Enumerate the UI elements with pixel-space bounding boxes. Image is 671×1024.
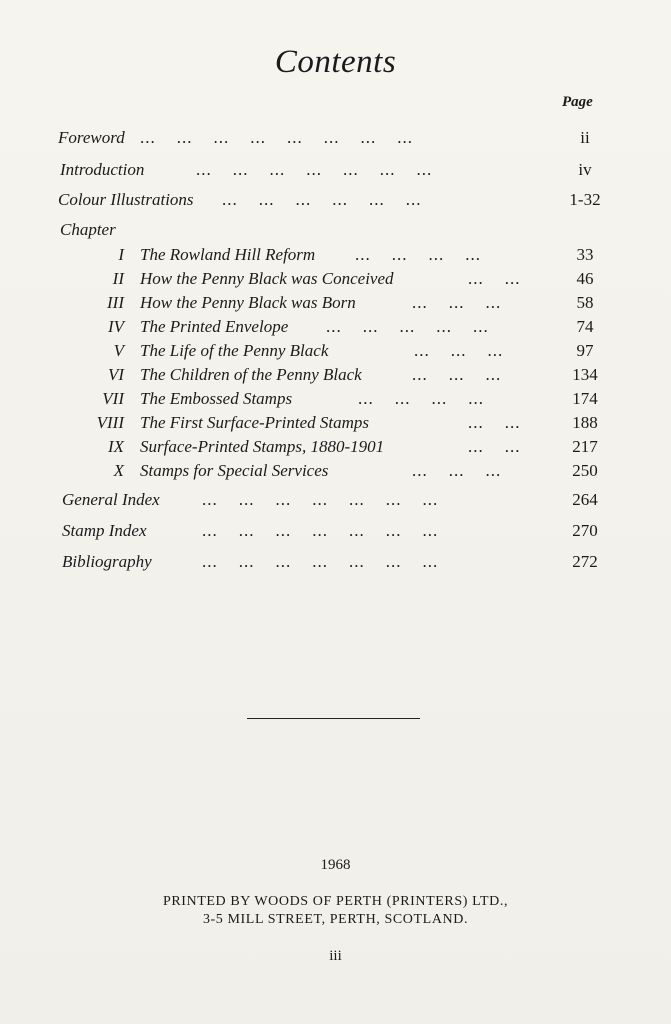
page-number: iii	[329, 948, 342, 964]
leader-dots: ... ... ... ... ... ... ...	[202, 490, 439, 509]
leader-dots: ... ...	[468, 269, 521, 288]
chapter-numeral: VII	[102, 389, 124, 408]
chapter-numeral: VIII	[96, 413, 124, 432]
toc-entry-chapter-5	[0, 341, 671, 363]
toc-entry-chapter-1	[0, 245, 671, 267]
toc-entry-page: 74	[576, 317, 594, 336]
toc-entry-bibliography	[0, 552, 671, 574]
chapter-title: How the Penny Black was Conceived	[140, 269, 394, 288]
leader-dots: ... ... ... ... ...	[326, 317, 489, 336]
chapter-heading: Chapter	[60, 220, 116, 239]
toc-entry-page: 1-32	[569, 190, 601, 209]
chapter-numeral: III	[107, 293, 124, 312]
chapter-numeral: I	[118, 245, 124, 264]
toc-entry-chapter-2	[0, 269, 671, 291]
toc-entry-page: ii	[580, 128, 590, 147]
chapter-title: The Embossed Stamps	[140, 389, 293, 408]
chapter-numeral: V	[113, 341, 124, 360]
toc-entry-page: 58	[576, 293, 594, 312]
page-title: Contents	[274, 44, 397, 80]
page-column-heading: Page	[562, 94, 593, 110]
toc-entry-label: Introduction	[60, 160, 145, 179]
toc-entry-label: Colour Illustrations	[58, 190, 194, 209]
chapter-numeral: IV	[107, 317, 124, 336]
chapter-title: The First Surface-Printed Stamps	[140, 413, 370, 432]
toc-entry-colour-illustrations	[0, 190, 671, 212]
toc-entry-chapter-3	[0, 293, 671, 315]
leader-dots: ... ...	[468, 437, 521, 456]
toc-entry-introduction	[0, 160, 671, 182]
printer-imprint	[0, 893, 671, 929]
publication-year: 1968	[320, 857, 351, 873]
toc-entry-page: 250	[572, 461, 598, 480]
toc-entry-chapter-10	[0, 461, 671, 483]
printer-line-2: 3-5 MILL STREET, PERTH, SCOTLAND.	[202, 912, 469, 927]
toc-entry-label: Stamp Index	[62, 521, 147, 540]
toc-entry-page: 46	[576, 269, 594, 288]
chapter-title: Surface-Printed Stamps, 1880-1901	[140, 437, 385, 456]
leader-dots: ... ... ... ... ... ... ...	[202, 521, 439, 540]
toc-entry-chapter-7	[0, 389, 671, 411]
toc-entry-stamp-index	[0, 521, 671, 543]
leader-dots: ... ... ...	[414, 341, 504, 360]
toc-entry-page: 217	[572, 437, 598, 456]
chapter-title: How the Penny Black was Born	[140, 293, 356, 312]
chapter-title: The Printed Envelope	[140, 317, 289, 336]
toc-entry-page: 33	[576, 245, 594, 264]
toc-entry-page: 174	[572, 389, 598, 408]
toc-entry-chapter-8	[0, 413, 671, 435]
leader-dots: ... ... ... ... ... ... ...	[196, 160, 433, 179]
toc-entry-page: iv	[578, 160, 592, 179]
section-divider	[247, 718, 420, 719]
toc-entry-chapter-4	[0, 317, 671, 339]
toc-entry-label: General Index	[62, 490, 160, 509]
toc-entry-label: Foreword	[58, 128, 125, 147]
leader-dots: ... ... ... ... ... ... ... ...	[140, 128, 413, 147]
leader-dots: ... ... ... ...	[355, 245, 481, 264]
toc-entry-label: Bibliography	[62, 552, 152, 571]
toc-entry-foreword	[0, 128, 671, 150]
toc-entry-page: 270	[572, 521, 598, 540]
toc-entry-page: 272	[572, 552, 598, 571]
toc-entry-chapter-9	[0, 437, 671, 459]
chapter-numeral: VI	[107, 365, 124, 384]
chapter-title: The Rowland Hill Reform	[140, 245, 316, 264]
toc-entry-page: 188	[572, 413, 598, 432]
toc-entry-page: 264	[572, 490, 598, 509]
chapter-title: Stamps for Special Services	[140, 461, 329, 480]
toc-entry-general-index	[0, 490, 671, 512]
chapter-numeral: II	[112, 269, 124, 288]
chapter-title: The Life of the Penny Black	[140, 341, 329, 360]
chapter-numeral: X	[113, 461, 124, 480]
toc-entry-page: 134	[572, 365, 598, 384]
chapter-numeral: IX	[107, 437, 124, 456]
toc-entry-chapter-6	[0, 365, 671, 387]
leader-dots: ... ... ... ... ... ... ...	[202, 552, 439, 571]
leader-dots: ... ... ...	[412, 461, 502, 480]
leader-dots: ... ... ...	[412, 365, 502, 384]
leader-dots: ... ...	[468, 413, 521, 432]
toc-entry-page: 97	[576, 341, 594, 360]
leader-dots: ... ... ...	[412, 293, 502, 312]
leader-dots: ... ... ... ... ... ...	[222, 190, 422, 209]
printer-line-1: PRINTED BY WOODS OF PERTH (PRINTERS) LTD.,	[162, 894, 509, 909]
leader-dots: ... ... ... ...	[358, 389, 484, 408]
chapter-title: The Children of the Penny Black	[140, 365, 362, 384]
